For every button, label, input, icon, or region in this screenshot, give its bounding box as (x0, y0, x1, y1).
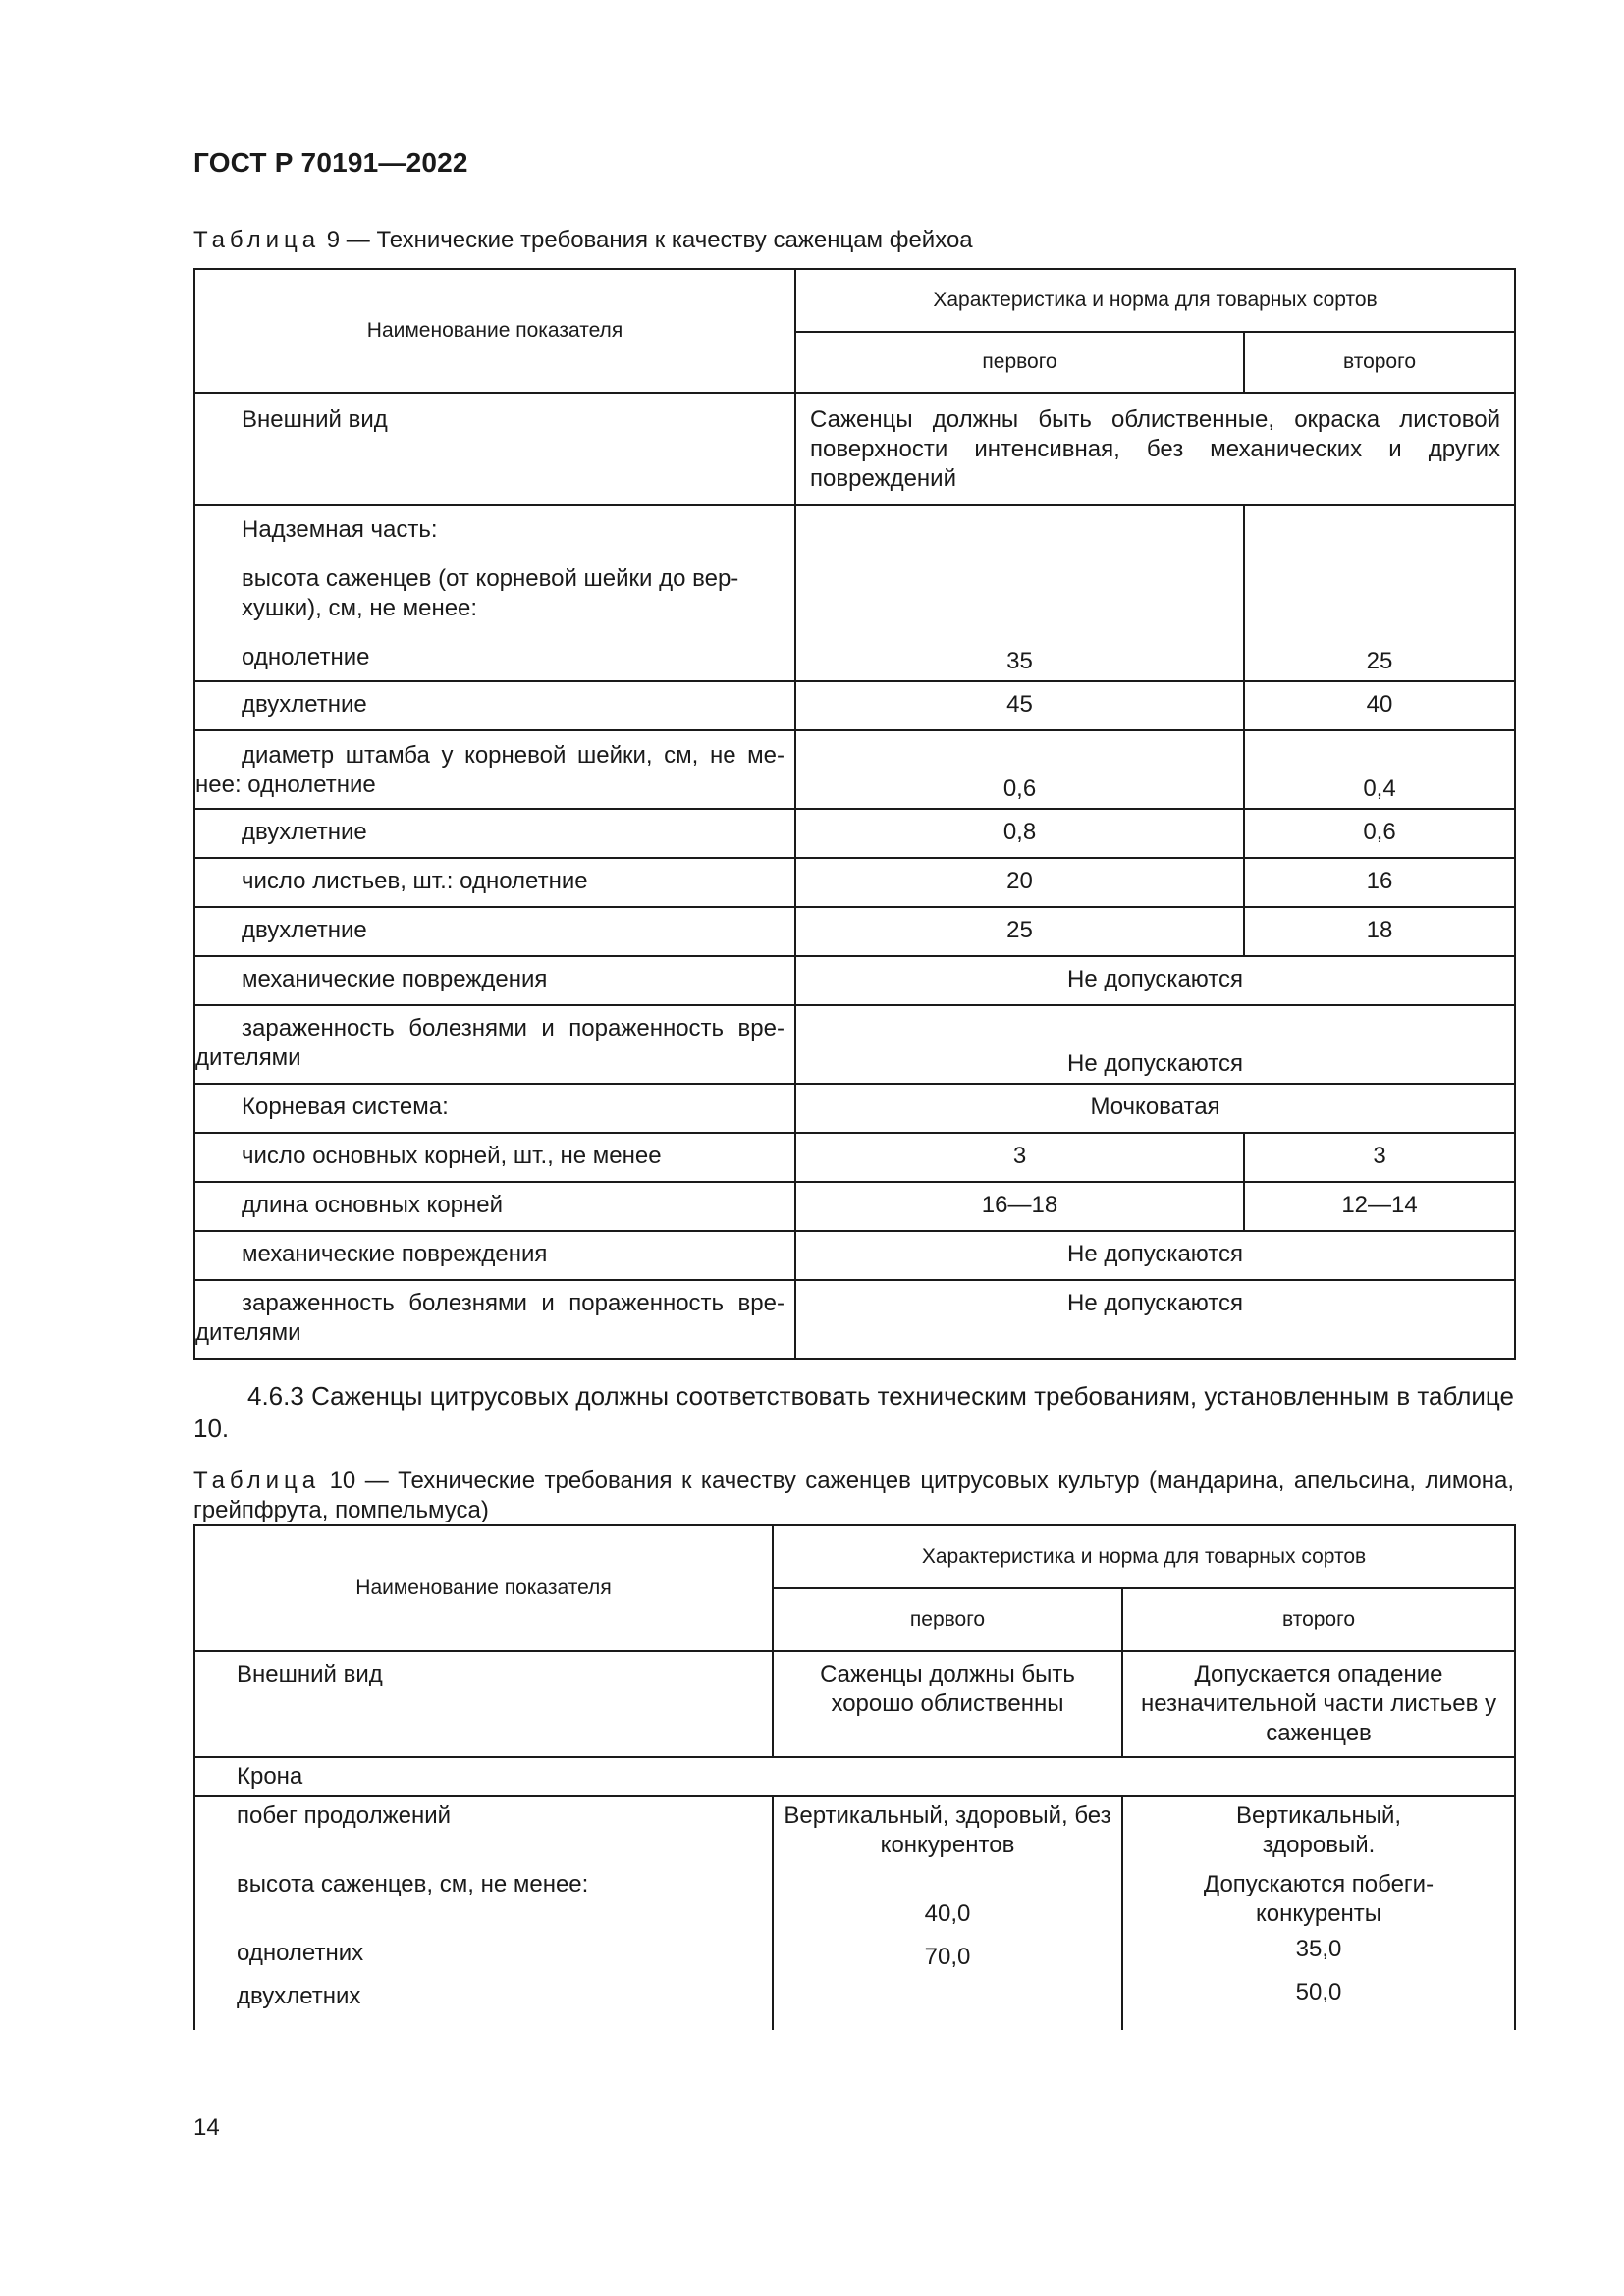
t9-mech-label: механические повреждения (194, 956, 795, 1005)
table-9 (193, 268, 1516, 1360)
t9-root-label: Корневая система: (194, 1084, 795, 1133)
t10-shoot-label: побег продолжений (237, 1802, 452, 1829)
t10-appearance-second: Допускается опадение незначительной части листьев у саженцев (1122, 1651, 1515, 1757)
t10-height-label: высота саженцев, см, не менее: (237, 1871, 589, 1897)
table-10 (193, 1524, 1516, 2030)
t9-disease-value: Не допускаются (795, 1005, 1515, 1084)
t9-height-2y-second: 40 (1244, 681, 1515, 730)
t10-appearance-label: Внешний вид (194, 1651, 773, 1757)
t9-height-label: высота саженцев (от корневой шейки до вер-хушки), см, не менее: (242, 565, 739, 621)
t9-height-1y-first: 35 (795, 505, 1244, 681)
t9-leaves-2y-label: двухлетние (194, 907, 795, 956)
t9-root-disease-value: Не допускаются (795, 1280, 1515, 1359)
table10-caption (193, 1467, 1514, 1525)
t9-diam-1y-second: 0,4 (1244, 730, 1515, 809)
t9-roots-len-label: длина основных корней (194, 1182, 795, 1231)
page-number: 14 (193, 2114, 220, 2141)
t9-roots-num-first: 3 (795, 1133, 1244, 1182)
t9-appearance-label: Внешний вид (194, 393, 795, 505)
t9-roots-len-first: 16—18 (795, 1182, 1244, 1231)
t10-col-first-header: первого (773, 1588, 1122, 1651)
t10-col-group-header: Характеристика и норма для товарных сортов (773, 1525, 1515, 1588)
t9-leaves-1y-first: 20 (795, 858, 1244, 907)
t10-shoot-first: Вертикальный, здоровый, без конкурентов (784, 1802, 1111, 1858)
t9-leaves-1y-second: 16 (1244, 858, 1515, 907)
t9-col-second-header: второго (1244, 332, 1515, 393)
t9-height-1y-second: 25 (1244, 505, 1515, 681)
t9-mech-value: Не допускаются (795, 956, 1515, 1005)
table9-caption-text: 9 — Технические требования к качеству саженцам фейхоа (320, 227, 973, 253)
t10-biennial-first: 70,0 (924, 1944, 971, 1970)
t10-crown-second-cell (1122, 1796, 1515, 2030)
t9-root-mech-value: Не допускаются (795, 1231, 1515, 1280)
t9-roots-num-second: 3 (1244, 1133, 1515, 1182)
t9-diam-2y-label: двухлетние (194, 809, 795, 858)
t10-col-second-header: второго (1122, 1588, 1515, 1651)
t9-leaves-2y-first: 25 (795, 907, 1244, 956)
t9-diam-label: диаметр штамба у корневой шейки, см, не ме-нее: однолетние (194, 730, 795, 809)
document-code: ГОСТ Р 70191—2022 (193, 147, 468, 178)
t9-diam-1y-first: 0,6 (795, 730, 1244, 809)
t9-aboveground-cell (194, 505, 795, 681)
t10-annual-first: 40,0 (924, 1900, 971, 1927)
t9-col-group-header: Характеристика и норма для товарных сортов (795, 269, 1515, 332)
t10-crown-label: Крона (194, 1757, 1515, 1796)
t9-diam-2y-second: 0,6 (1244, 809, 1515, 858)
t9-root-disease-label: зараженность болезнями и пораженность вре-дителями (194, 1280, 795, 1359)
t9-root-value: Мочковатая (795, 1084, 1515, 1133)
t9-height-1y-label: однолетние (242, 644, 370, 670)
t9-appearance-value: Саженцы должны быть облиственные, окраска листовой поверхности интенсивная, без механических и других повреждений (795, 393, 1515, 505)
t9-diam-2y-first: 0,8 (795, 809, 1244, 858)
t10-biennial-second: 50,0 (1295, 1979, 1342, 2005)
t9-col-name-header: Наименование показателя (194, 269, 795, 393)
t9-root-mech-label: механические повреждения (194, 1231, 795, 1280)
t10-appearance-first: Саженцы должны быть хорошо облиственны (773, 1651, 1122, 1757)
t9-leaves-2y-second: 18 (1244, 907, 1515, 956)
t9-height-2y-label: двухлетние (194, 681, 795, 730)
t10-annual-label: однолетних (237, 1940, 364, 1966)
t9-aboveground-label: Надземная часть: (242, 516, 438, 543)
t10-shoot-second: Вертикальный, здоровый. (1235, 1802, 1402, 1858)
table9-caption (193, 226, 973, 255)
t9-disease-label: зараженность болезнями и пораженность вре-дителями (194, 1005, 795, 1084)
t10-biennial-label: двухлетних (237, 1983, 361, 2009)
table10-caption-text: 10 — Технические требования к качеству саженцев цитрусовых культур (мандарина, апельсина, лимона, грейпфрута, помпельмуса) (193, 1468, 1514, 1523)
t10-crown-first-cell (773, 1796, 1122, 2030)
t10-height-second-note: Допускаются побеги-конкуренты (1203, 1871, 1435, 1927)
t9-roots-len-second: 12—14 (1244, 1182, 1515, 1231)
table9-caption-word: Таблица (193, 227, 321, 253)
t9-roots-num-label: число основных корней, шт., не менее (194, 1133, 795, 1182)
t9-height-2y-first: 45 (795, 681, 1244, 730)
t9-col-first-header: первого (795, 332, 1244, 393)
table10-caption-word: Таблица (193, 1468, 321, 1494)
t10-annual-second: 35,0 (1295, 1936, 1342, 1962)
paragraph-4-6-3: 4.6.3 Саженцы цитрусовых должны соответствовать техническим требованиям, установленным в таблице 10. (193, 1381, 1514, 1443)
t9-leaves-label: число листьев, шт.: однолетние (194, 858, 795, 907)
t10-col-name-header: Наименование показателя (194, 1525, 773, 1651)
t10-crown-params-cell (194, 1796, 773, 2030)
